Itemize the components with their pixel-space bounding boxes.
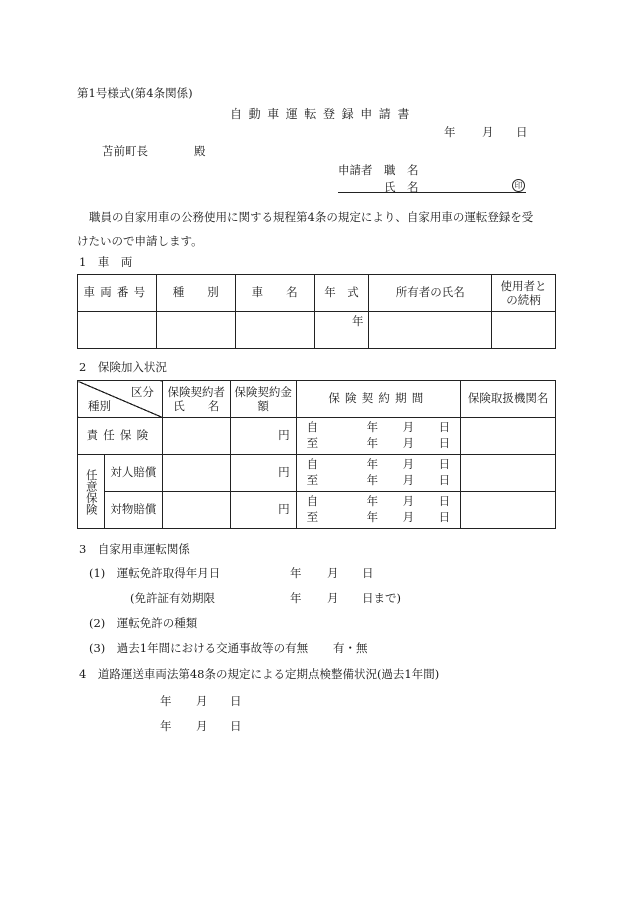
from-label: 自 <box>306 420 319 434</box>
header-vehicle-number: 車両番号 <box>78 275 157 312</box>
from-day: 日 <box>438 494 451 508</box>
from-year: 年 <box>366 494 379 508</box>
license-validity-year: 年 <box>290 591 302 605</box>
row-property-damage: 対物賠償 <box>104 492 162 529</box>
row-liability-insurance: 責任保険 <box>78 418 163 455</box>
corner-type-label: 種別 <box>88 399 111 414</box>
bodily-amount-cell[interactable] <box>230 455 296 492</box>
from-label: 自 <box>306 494 319 508</box>
header-corner-cell <box>78 381 163 418</box>
header-owner-name: 所有者の氏名 <box>369 275 492 312</box>
section1-heading: 1 車 両 <box>79 255 133 269</box>
from-day: 日 <box>438 457 451 471</box>
seal-icon: 印 <box>512 179 525 192</box>
header-vehicle-type: 種 別 <box>156 275 235 312</box>
license-acquired-year: 年 <box>290 566 302 580</box>
property-period-cell[interactable] <box>296 492 461 529</box>
row-voluntary-insurance: 任意保険 <box>78 455 105 529</box>
from-month: 月 <box>402 457 415 471</box>
from-month: 月 <box>402 494 415 508</box>
page-title: 自動車運転登録申請書 <box>230 107 417 121</box>
form-number: 第1号様式(第4条関係) <box>77 86 193 100</box>
header-policyholder: 保険契約者 氏 名 <box>162 381 230 418</box>
license-validity-end: 日まで) <box>362 591 401 605</box>
section4-heading: 4 道路運送車両法第48条の規定による定期点検整備状況(過去1年間) <box>79 667 440 681</box>
inspection-1-year: 年 <box>160 694 172 708</box>
from-label: 自 <box>306 457 319 471</box>
owner-name-cell[interactable] <box>369 312 492 349</box>
liability-period-cell[interactable] <box>296 418 461 455</box>
from-year: 年 <box>366 420 379 434</box>
applicant-signature-line <box>338 192 526 193</box>
license-validity-label: (免許証有効期限 <box>130 591 215 605</box>
section3-heading: 3 自家用車運転関係 <box>79 542 190 556</box>
liability-agency-cell[interactable] <box>461 418 556 455</box>
from-month: 月 <box>402 420 415 434</box>
header-contract-amount: 保険契約金額 <box>230 381 296 418</box>
to-label: 至 <box>306 510 319 524</box>
license-acquired-month: 月 <box>327 566 339 580</box>
to-year: 年 <box>366 473 379 487</box>
to-label: 至 <box>306 436 319 450</box>
yen-unit: 円 <box>278 502 290 517</box>
from-year: 年 <box>366 457 379 471</box>
header-agency: 保険取扱機関名 <box>461 381 556 418</box>
header-relationship: 使用者との続柄 <box>492 275 556 312</box>
date-year: 年 <box>444 125 456 139</box>
model-year-cell[interactable] <box>314 312 369 349</box>
to-day: 日 <box>438 473 451 487</box>
license-acquired-label: (1) 運転免許取得年月日 <box>89 566 221 580</box>
yen-unit: 円 <box>278 465 290 480</box>
to-day: 日 <box>438 510 451 524</box>
bodily-policyholder-cell[interactable] <box>162 455 230 492</box>
property-amount-cell[interactable] <box>230 492 296 529</box>
bodily-period-cell[interactable] <box>296 455 461 492</box>
row-bodily-injury: 対人賠償 <box>104 455 162 492</box>
section2-heading: 2 保険加入状況 <box>79 360 167 374</box>
year-unit: 年 <box>351 314 364 328</box>
inspection-2-day: 日 <box>230 719 242 733</box>
vehicle-name-cell[interactable] <box>235 312 314 349</box>
applicant-label: 申請者 <box>338 163 373 177</box>
date-month: 月 <box>482 125 494 139</box>
addressee-name: 苫前町長 <box>102 144 148 158</box>
header-contract-period: 保険契約期間 <box>296 381 461 418</box>
to-month: 月 <box>402 473 415 487</box>
license-acquired-day: 日 <box>362 566 374 580</box>
to-year: 年 <box>366 510 379 524</box>
to-year: 年 <box>366 436 379 450</box>
header-model-year: 年 式 <box>314 275 369 312</box>
yen-unit: 円 <box>278 428 290 443</box>
to-day: 日 <box>438 436 451 450</box>
inspection-1-month: 月 <box>196 694 208 708</box>
applicant-name: 氏 名 <box>384 180 419 194</box>
license-validity-month: 月 <box>327 591 339 605</box>
intro-line-1: 職員の自家用車の公務使用に関する規程第4条の規定により、自家用車の運転登録を受 <box>89 210 534 224</box>
license-type-label: (2) 運転免許の種類 <box>89 616 198 630</box>
property-policyholder-cell[interactable] <box>162 492 230 529</box>
inspection-2-year: 年 <box>160 719 172 733</box>
applicant-position: 職 名 <box>384 163 419 177</box>
inspection-2-month: 月 <box>196 719 208 733</box>
vehicle-type-cell[interactable] <box>156 312 235 349</box>
liability-policyholder-cell[interactable] <box>162 418 230 455</box>
header-vehicle-name: 車 名 <box>235 275 314 312</box>
vehicle-number-cell[interactable] <box>78 312 157 349</box>
liability-amount-cell[interactable] <box>230 418 296 455</box>
corner-category-label: 区分 <box>130 385 154 399</box>
to-month: 月 <box>402 510 415 524</box>
bodily-agency-cell[interactable] <box>461 455 556 492</box>
date-day: 日 <box>516 125 528 139</box>
to-month: 月 <box>402 436 415 450</box>
from-day: 日 <box>438 420 451 434</box>
accident-history-label: (3) 過去1年間における交通事故等の有無 <box>89 641 309 655</box>
addressee-honorific: 殿 <box>194 144 206 158</box>
inspection-1-day: 日 <box>230 694 242 708</box>
property-agency-cell[interactable] <box>461 492 556 529</box>
relationship-cell[interactable] <box>492 312 556 349</box>
to-label: 至 <box>306 473 319 487</box>
intro-line-2: けたいので申請します。 <box>77 234 203 248</box>
insurance-table <box>77 380 556 529</box>
vehicle-table <box>77 274 556 349</box>
accident-history-value[interactable]: 有・無 <box>333 641 368 655</box>
